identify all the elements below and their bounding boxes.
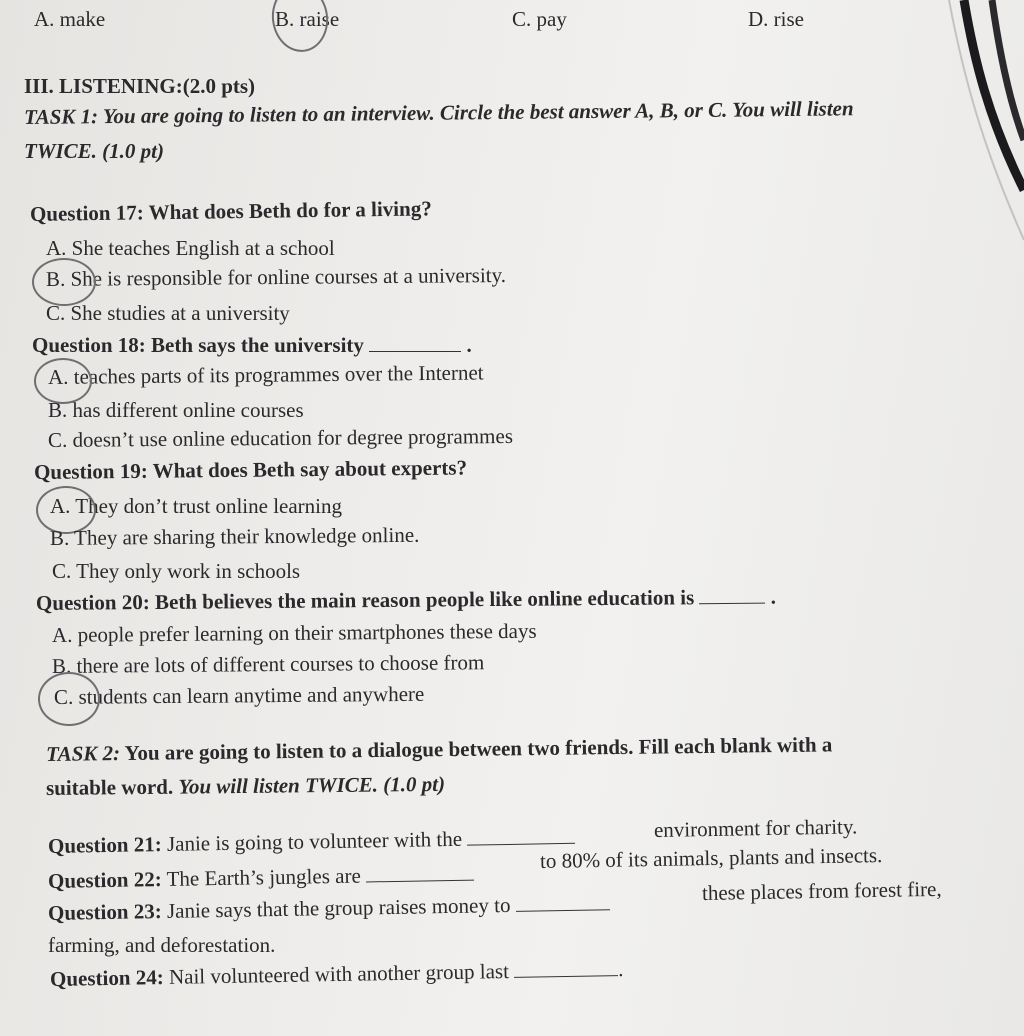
top-option-c: C. pay [512,7,567,31]
q19-option-a: A. They don’t trust online learning [50,494,343,518]
question-20: Question 20: Beth believes the main reason people like online education is . [35,584,777,615]
q19-option-b: B. They are sharing their knowledge online. [49,522,420,550]
q20-option-a: A. people prefer learning on their smartphones these days [51,618,537,647]
top-option-a: A. make [34,7,106,31]
top-option-b: B. raise [275,7,340,31]
task1-line1: TASK 1: You are going to listen to an interview. Circle the best answer A, B, or C. You will listen [23,96,854,129]
blank-23[interactable] [516,908,610,912]
blank-21[interactable] [467,842,575,846]
task2-line2: suitable word. You will listen TWICE. (1.0 pt) [45,771,446,800]
q23-after: these places from forest fire, [701,876,942,905]
q19-option-c: C. They only work in schools [52,559,301,583]
q20-option-c: C. students can learn anytime and anywhere [53,681,425,709]
question-18: Question 18: Beth says the university . [32,333,472,357]
question-24: Question 24: Nail volunteered with another group last . [49,956,624,991]
q22-after: to 80% of its animals, plants and insects. [539,843,883,873]
top-option-d: D. rise [748,7,804,31]
question-21: Question 21: Janie is going to volunteer with the [48,827,576,857]
question-22: Question 22: The Earth’s jungles are [48,864,474,892]
q18-option-b: B. has different online courses [48,398,304,422]
q18-option-a: A. teaches parts of its programmes over the Internet [47,360,484,389]
question-17: Question 17: What does Beth do for a living? [29,196,432,226]
q21-after: environment for charity. [653,814,858,842]
q17-option-a: A. She teaches English at a school [46,236,335,260]
q23-line2: farming, and deforestation. [48,933,276,957]
task1-line2: TWICE. (1.0 pt) [24,139,165,163]
task2-line1: TASK 2: You are going to listen to a dialogue between two friends. Fill each blank with a [45,732,833,766]
q17-option-c: C. She studies at a university [46,301,290,325]
answer-circle-q17-b [32,258,96,306]
answer-circle-top-b [268,0,333,56]
q18-option-c: C. doesn’t use online education for degree programmes [47,423,514,452]
blank-22[interactable] [366,879,474,883]
q20-option-b: B. there are lots of different courses to choose from [51,650,485,678]
answer-circle-q20-c [38,672,100,726]
q17-option-b: B. She is responsible for online courses at a university. [45,262,507,291]
question-23: Question 23: Janie says that the group raises money to [48,893,610,924]
question-19: Question 19: What does Beth say about experts? [33,455,468,484]
section-title: III. LISTENING:(2.0 pts) [24,74,256,98]
cable-shadow [944,0,1024,260]
blank-24[interactable] [514,974,618,978]
